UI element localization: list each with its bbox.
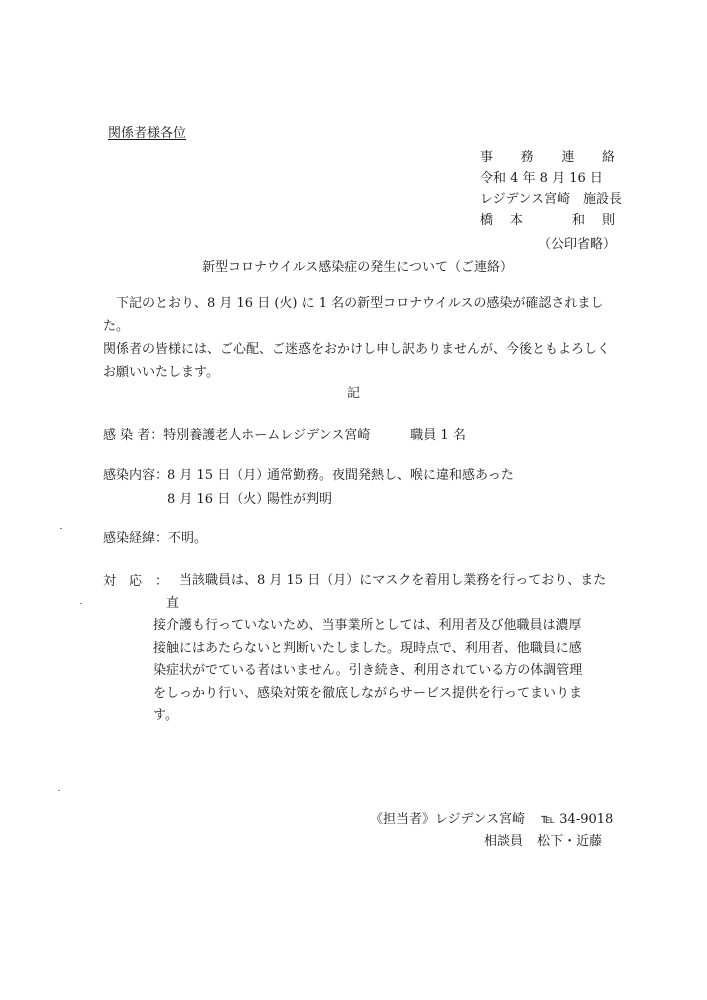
body-line: 関係者の皆様には、ご心配、ご迷惑をおかけし申し訳ありませんが、今後ともよろしく	[103, 342, 611, 357]
contact-telephone: 34-9018	[559, 812, 614, 827]
response-line: 接触にはあたらないと判断いたしました。現時点で、利用者、他職員に感	[153, 640, 582, 656]
response-line: 当該職員は、8 月 15 日（月）にマスクを着用し業務を行っており、また直	[166, 573, 607, 611]
document-date: 令和 4 年 8 月 16 日	[480, 171, 603, 186]
response-line: す。	[153, 708, 178, 723]
content-desc: 陽性が判明	[267, 492, 333, 507]
header-block	[480, 147, 623, 231]
content-date: 8 月 15 日（月）	[167, 468, 270, 483]
sender-name: 橋 本 和 則	[480, 213, 615, 228]
document-type: 事 務 連 絡	[480, 150, 615, 165]
scan-speck	[80, 603, 82, 604]
scan-speck	[58, 790, 60, 791]
body-line: お願いいたします。	[103, 365, 219, 380]
seal-omitted-note: （公印省略）	[538, 237, 617, 252]
content-date: 8 月 16 日（火）	[167, 492, 270, 507]
route-value: 不明。	[168, 531, 208, 546]
content-desc: 通常勤務。夜間発熱し、喉に違和感あった	[267, 468, 514, 483]
contact-block	[370, 809, 613, 853]
sender-organization: レジデンス宮崎 施設長	[480, 192, 623, 207]
response-label: 対 応 ：	[103, 574, 169, 589]
infected-facility: 特別養護老人ホームレジデンス宮崎	[163, 428, 371, 443]
ki-heading: 記	[347, 386, 361, 401]
response-text	[153, 570, 611, 728]
infected-item	[103, 424, 466, 443]
contact-person-label: 《担当者》レジデンス宮崎	[370, 812, 526, 827]
infection-route-item	[103, 527, 207, 546]
addressee: 関係者様各位	[108, 126, 187, 141]
infected-label: 感 染 者：	[103, 428, 164, 443]
response-line: 染症状がでている者はいません。引き続き、利用されている方の体調管理	[153, 663, 583, 678]
route-label: 感染経緯：	[103, 531, 169, 546]
content-label: 感染内容：	[103, 468, 169, 483]
contact-names: 松下・近藤	[537, 834, 603, 849]
scan-speck	[60, 528, 62, 529]
document-title: 新型コロナウイルス感染症の発生について（ご連絡）	[202, 260, 513, 275]
telephone-icon: ℡	[541, 812, 556, 827]
infected-staff-count: 職員 1 名	[410, 428, 466, 443]
body-paragraph	[103, 292, 613, 384]
body-line: 下記のとおり、8 月 16 日 (火) に 1 名の新型コロナウイルスの感染が確認されました。	[103, 296, 604, 334]
contact-role: 相談員	[484, 834, 524, 849]
response-line: 接介護も行っていないため、当事業所としては、利用者及び他職員は濃厚	[153, 618, 582, 633]
infection-content-item	[103, 464, 514, 512]
response-line: をしっかり行い、感染対策を徹底しながらサービス提供を行ってまいりま	[153, 685, 583, 701]
